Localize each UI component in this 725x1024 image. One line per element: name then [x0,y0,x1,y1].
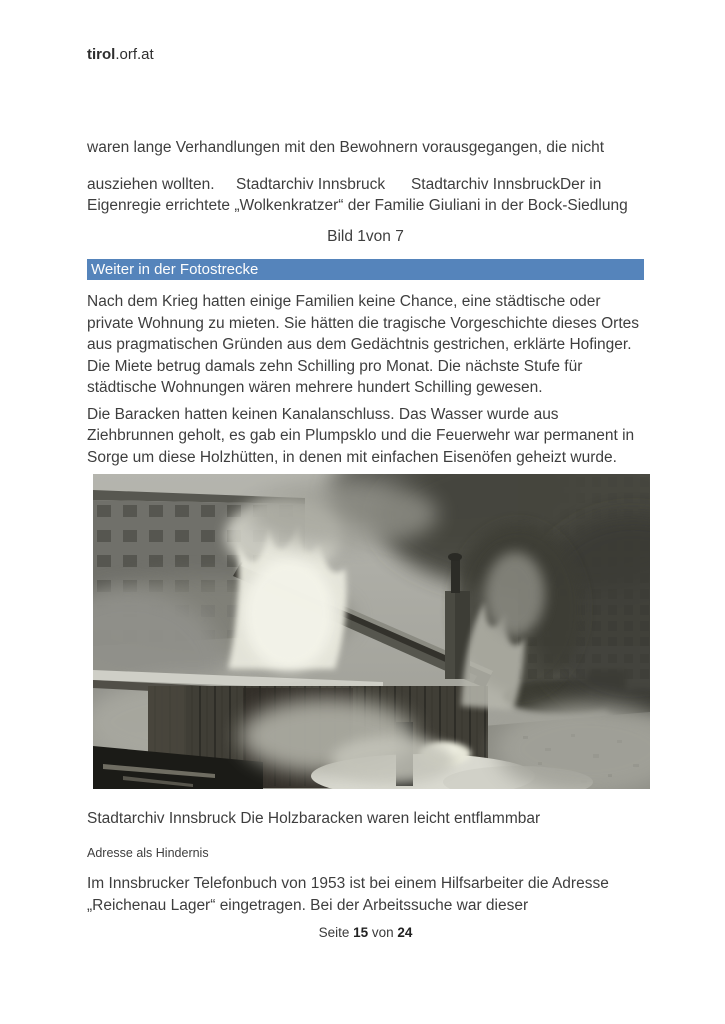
barracks-fire-photo-art [93,474,650,789]
image-counter: Bild 1von 7 [327,227,404,245]
photo-caption: Stadtarchiv Innsbruck Die Holzbaracken waren leicht entflammbar [87,810,541,827]
footer-total-pages: 24 [397,925,413,940]
paragraph-continued-line: waren lange Verhandlungen mit den Bewohnern vorausgegangen, die nicht [87,139,605,156]
footer-separator: von [368,925,398,940]
fotostrecke-banner[interactable] [87,259,644,280]
paragraph-body: Nach dem Krieg hatten einige Familien keine Chance, eine städtische oder private Wohnung zu mieten. Sie hätten die tragische Vorgeschichte dieses Ortes aus pragmatischen Gründen aus dem Gedächtnis gestrichen, erklärte Hofinger. Die Miete betrug damals zehn Schilling pro Monat. Die nächste Stufe für städtische Wohnungen wären mehrere hundert Schilling gewesen. [87,293,639,396]
barracks-fire-photo [93,474,650,789]
page-footer [87,924,644,942]
fotostrecke-banner-label: Weiter in der Fotostrecke [91,261,259,278]
footer-prefix: Seite [318,925,354,940]
paragraph-archive-credits: ausziehen wollten. Stadtarchiv Innsbruck Stadtarchiv InnsbruckDer in Eigenregie errichtete „Wolkenkratzer“ der Familie Giuliani in der Bock-Siedlung [87,175,628,214]
site-brand-bold: tirol [87,46,116,63]
paragraph-closing: Im Innsbrucker Telefonbuch von 1953 ist bei einem Hilfsarbeiter die Adresse „Reichenau Lager“ eingetragen. Bei der Arbeitssuche war dieser [87,875,609,914]
paragraph-body: Die Baracken hatten keinen Kanalanschluss. Das Wasser wurde aus Ziehbrunnen geholt, es gab ein Plumpsklo und die Feuerwehr war permanent in Sorge um diese Holzhütten, in denen mit einfachen Eisenöfen geheizt wurde. [87,405,635,466]
footer-page-number: 15 [353,925,369,940]
section-subheading: Adresse als Hindernis [87,846,209,860]
site-brand-rest: .orf.at [115,46,154,63]
site-brand [87,44,644,66]
